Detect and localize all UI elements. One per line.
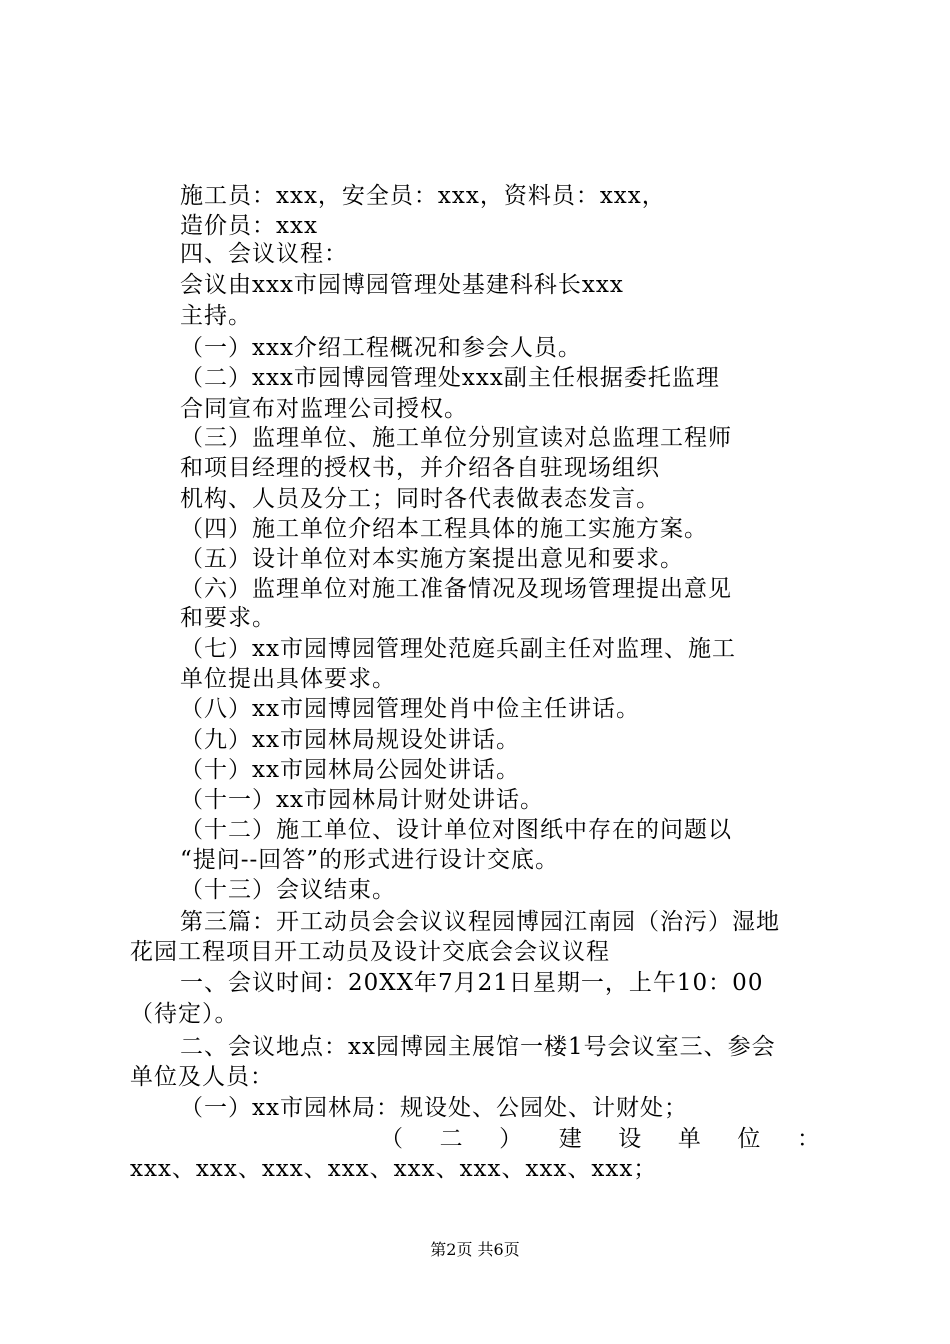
agenda-item: （一）xxx介绍工程概况和参会人员。: [180, 335, 582, 361]
page-footer: 第2页 共6页: [430, 1240, 520, 1259]
agenda-item-continued: 和项目经理的授权书，并介绍各自驻现场组织: [180, 455, 660, 481]
justified-char: （: [380, 1126, 403, 1152]
justified-char: ）: [499, 1126, 523, 1152]
agenda-item-continued: 机构、人员及分工；同时各代表做表态发言。: [180, 486, 660, 512]
justified-char: 位: [737, 1126, 761, 1152]
text-line: 会议由xxx市园博园管理处基建科科长xxx: [180, 272, 624, 298]
section-heading: 四、会议议程：: [180, 241, 348, 267]
justified-char: 单: [677, 1126, 701, 1152]
text-line: 造价员：xxx: [180, 213, 318, 239]
agenda-item: （五）设计单位对本实施方案提出意见和要求。: [180, 546, 684, 572]
meeting-time-continued: （待定）。: [130, 1001, 239, 1027]
agenda-item: （六）监理单位对施工准备情况及现场管理提出意见: [180, 576, 732, 602]
agenda-item: （十三）会议结束。: [180, 877, 396, 903]
justified-char: 二: [439, 1126, 463, 1152]
section-title-continued: 花园工程项目开工动员及设计交底会会议议程: [130, 939, 610, 965]
attendee-item: （一）xx市园林局：规设处、公园处、计财处；: [180, 1095, 688, 1121]
attendee-item-justified: [380, 1125, 820, 1153]
justified-char: 建: [558, 1126, 582, 1152]
agenda-item: （九）xx市园林局规设处讲话。: [180, 727, 520, 753]
justified-char: 设: [618, 1126, 642, 1152]
agenda-item: （二）xxx市园博园管理处xxx副主任根据委托监理: [180, 365, 720, 391]
meeting-time: 一、会议时间：20XX年7月21日星期一，上午10：00: [180, 970, 764, 996]
agenda-item-continued: 和要求。: [180, 605, 276, 631]
attendee-values: xxx、xxx、xxx、xxx、xxx、xxx、xxx、xxx；: [130, 1156, 658, 1182]
justified-char: ：: [796, 1126, 820, 1152]
section-title: 第三篇：开工动员会会议议程园博园江南园（治污）湿地: [180, 909, 780, 935]
agenda-item: （十一）xx市园林局计财处讲话。: [180, 787, 544, 813]
agenda-item: （三）监理单位、施工单位分别宣读对总监理工程师: [180, 425, 732, 451]
meeting-place: 二、会议地点：xx园博园主展馆一楼1号会议室三、参会: [180, 1034, 776, 1060]
agenda-item: （十二）施工单位、设计单位对图纸中存在的问题以: [180, 817, 732, 843]
agenda-item-continued: 合同宣布对监理公司授权。: [180, 396, 468, 422]
agenda-item-continued: 单位提出具体要求。: [180, 666, 396, 692]
text-line: 施工员：xxx，安全员：xxx，资料员：xxx，: [180, 183, 666, 209]
agenda-item: （八）xx市园博园管理处肖中俭主任讲话。: [180, 696, 640, 722]
meeting-place-continued: 单位及人员：: [130, 1064, 274, 1090]
agenda-item: （七）xx市园博园管理处范庭兵副主任对监理、施工: [180, 636, 736, 662]
text-line: 主持。: [180, 303, 252, 329]
agenda-item: （十）xx市园林局公园处讲话。: [180, 757, 520, 783]
agenda-item-continued: “提问--回答”的形式进行设计交底。: [180, 847, 560, 873]
agenda-item: （四）施工单位介绍本工程具体的施工实施方案。: [180, 516, 708, 542]
